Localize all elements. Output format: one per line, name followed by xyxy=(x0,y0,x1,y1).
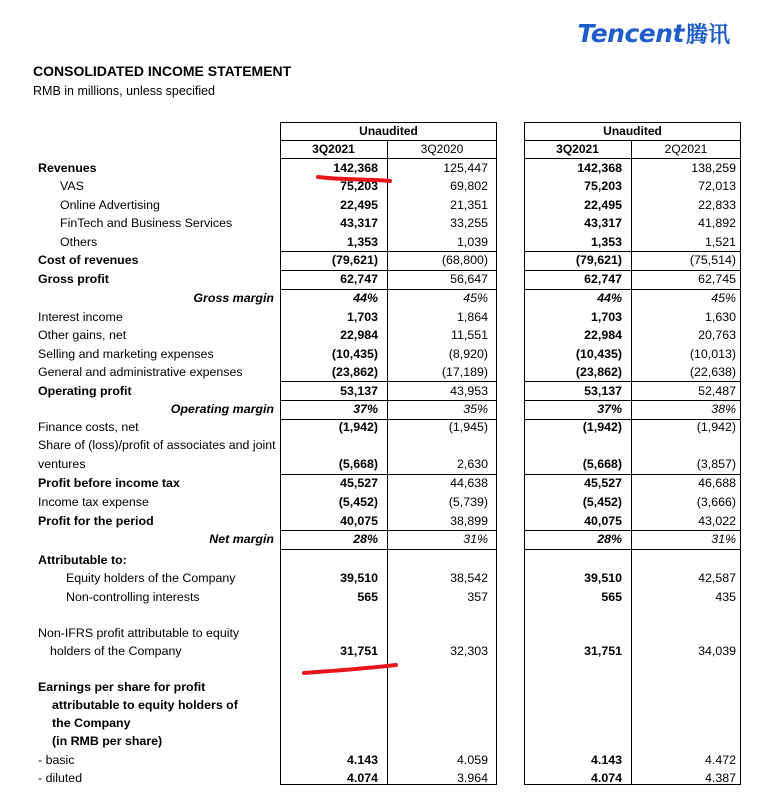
row-separator xyxy=(524,549,631,550)
table-cell: 40,075 xyxy=(340,514,378,528)
table-cell: 45,527 xyxy=(584,476,622,490)
page-title: CONSOLIDATED INCOME STATEMENT xyxy=(33,63,292,79)
table-cell: 72,013 xyxy=(698,179,736,193)
table-cell: 33,255 xyxy=(450,216,488,230)
row-separator xyxy=(524,400,631,401)
table-cell: 22,984 xyxy=(584,328,622,342)
table-cell: 357 xyxy=(467,590,488,604)
row-separator xyxy=(280,419,387,420)
row-separator xyxy=(524,419,631,420)
row-separator xyxy=(631,530,741,531)
table-cell: 43,317 xyxy=(584,216,622,230)
table-cell: 53,137 xyxy=(340,384,378,398)
table-cell: 565 xyxy=(357,590,378,604)
table-cell: (22,638) xyxy=(689,365,736,379)
row-label: - basic xyxy=(38,753,75,767)
table-cell: 69,802 xyxy=(450,179,488,193)
table-cell: (79,621) xyxy=(331,253,378,267)
row-label: Operating profit xyxy=(38,384,132,398)
table-cell: 2,630 xyxy=(456,457,488,471)
table-cell: 1,703 xyxy=(346,310,378,324)
row-label: Cost of revenues xyxy=(38,253,139,267)
row-separator xyxy=(387,530,497,531)
table-cell: 45% xyxy=(711,291,736,305)
row-label: Other gains, net xyxy=(38,328,127,342)
table-cell: 22,984 xyxy=(340,328,378,342)
table-cell: 38% xyxy=(711,402,736,416)
table-cell: 31,751 xyxy=(584,644,622,658)
row-label: Selling and marketing expenses xyxy=(38,347,214,361)
row-label: Income tax expense xyxy=(38,495,149,509)
row-label: Operating margin xyxy=(170,402,274,416)
table-cell: 45,527 xyxy=(340,476,378,490)
table-cell: 62,745 xyxy=(698,272,736,286)
table-cell: (5,668) xyxy=(338,457,378,471)
table-cell: 1,521 xyxy=(704,235,736,249)
table-cell: 53,137 xyxy=(584,384,622,398)
table-cell: 39,510 xyxy=(340,571,378,585)
table-cell: (10,435) xyxy=(331,347,378,361)
row-label: FinTech and Business Services xyxy=(60,216,233,230)
table-cell: 62,747 xyxy=(584,272,622,286)
page-subtitle: RMB in millions, unless specified xyxy=(33,84,216,98)
table-cell: (5,452) xyxy=(582,495,622,509)
row-label: (in RMB per share) xyxy=(52,734,163,748)
table-cell: (23,862) xyxy=(331,365,378,379)
row-label: Others xyxy=(60,235,98,249)
row-label: General and administrative expenses xyxy=(38,365,243,379)
row-separator xyxy=(387,270,497,271)
row-separator xyxy=(387,419,497,420)
table-cell: 22,833 xyxy=(698,198,736,212)
row-separator xyxy=(387,289,497,290)
table-cell: 40,075 xyxy=(584,514,622,528)
row-separator xyxy=(280,381,387,382)
table-cell: (1,942) xyxy=(338,420,378,434)
row-label: Revenues xyxy=(38,161,97,175)
table-cell: 4.472 xyxy=(704,753,736,767)
table-cell: (8,920) xyxy=(448,347,488,361)
table-cell: 565 xyxy=(601,590,622,604)
table-cell: 22,495 xyxy=(340,198,378,212)
row-separator xyxy=(280,289,387,290)
table-cell: (68,800) xyxy=(441,253,488,267)
column-header-prior: 2Q2021 xyxy=(664,142,708,156)
row-label: Non-IFRS profit attributable to equity xyxy=(38,626,240,640)
table-cell: 43,317 xyxy=(340,216,378,230)
table-cell: 1,353 xyxy=(590,235,622,249)
column-header-current: 3Q2021 xyxy=(556,142,599,156)
row-separator xyxy=(631,549,741,550)
table-cell: 45% xyxy=(463,291,488,305)
table-cell: 44% xyxy=(353,291,378,305)
table-cell: 28% xyxy=(353,532,378,546)
row-label: ventures xyxy=(38,457,86,471)
table-cell: 142,368 xyxy=(577,161,622,175)
table-cell: (5,668) xyxy=(582,457,622,471)
table-cell: 22,495 xyxy=(584,198,622,212)
table-cell: 35% xyxy=(463,402,488,416)
row-separator xyxy=(631,381,741,382)
row-label: Attributable to: xyxy=(38,553,127,567)
table-cell: 1,039 xyxy=(456,235,488,249)
table-cell: 138,259 xyxy=(691,161,736,175)
row-label: holders of the Company xyxy=(50,644,182,658)
row-label: Gross margin xyxy=(193,291,274,305)
table-cell: (5,452) xyxy=(338,495,378,509)
table-cell: (5,739) xyxy=(448,495,488,509)
table-cell: (1,945) xyxy=(448,420,488,434)
table-cell: 38,542 xyxy=(450,571,488,585)
row-label: Earnings per share for profit xyxy=(38,680,206,694)
table-cell: 4.143 xyxy=(346,753,378,767)
row-label: Equity holders of the Company xyxy=(66,571,236,585)
row-label: Profit for the period xyxy=(38,514,154,528)
row-separator xyxy=(631,251,741,252)
table-cell: 1,864 xyxy=(456,310,488,324)
table-cell: 34,039 xyxy=(698,644,736,658)
table-cell: 44% xyxy=(597,291,622,305)
row-separator xyxy=(387,251,497,252)
row-separator xyxy=(631,419,741,420)
row-separator xyxy=(631,270,741,271)
table-cell: 21,351 xyxy=(450,198,488,212)
row-separator xyxy=(631,474,741,475)
header-divider xyxy=(524,140,741,141)
table-cell: 31% xyxy=(463,532,488,546)
table-cell: 4.059 xyxy=(456,753,488,767)
row-separator xyxy=(524,474,631,475)
column-divider xyxy=(387,140,388,785)
row-separator xyxy=(280,251,387,252)
table-cell: 56,647 xyxy=(450,272,488,286)
table-cell: (1,942) xyxy=(696,420,736,434)
row-separator xyxy=(524,381,631,382)
row-separator xyxy=(387,381,497,382)
row-label: Finance costs, net xyxy=(38,420,139,434)
table-cell: 75,203 xyxy=(340,179,378,193)
table-cell: 1,353 xyxy=(346,235,378,249)
table-cell: (3,857) xyxy=(696,457,736,471)
table-cell: 37% xyxy=(353,402,378,416)
header-divider xyxy=(524,158,741,159)
row-label: VAS xyxy=(60,179,84,193)
header-divider xyxy=(280,158,497,159)
row-separator xyxy=(280,530,387,531)
row-label: Gross profit xyxy=(38,272,109,286)
row-separator xyxy=(280,474,387,475)
table-cell: 142,368 xyxy=(333,161,378,175)
table-cell: 435 xyxy=(715,590,736,604)
table-cell: 41,892 xyxy=(698,216,736,230)
table-cell: 32,303 xyxy=(450,644,488,658)
row-separator xyxy=(387,474,497,475)
row-label: Share of (loss)/profit of associates and joint xyxy=(38,438,276,452)
row-separator xyxy=(631,289,741,290)
table-cell: (79,621) xyxy=(575,253,622,267)
table-cell: 75,203 xyxy=(584,179,622,193)
column-header-current: 3Q2021 xyxy=(312,142,355,156)
table-cell: 52,487 xyxy=(698,384,736,398)
table-cell: (23,862) xyxy=(575,365,622,379)
table-cell: 1,630 xyxy=(704,310,736,324)
row-label: Interest income xyxy=(38,310,123,324)
row-separator xyxy=(280,270,387,271)
row-label: Net margin xyxy=(209,532,274,546)
tencent-logo xyxy=(577,18,730,49)
row-label: Non-controlling interests xyxy=(66,590,200,604)
row-label: Online Advertising xyxy=(60,198,160,212)
column-header-prior: 3Q2020 xyxy=(420,142,464,156)
table-cell: 1,703 xyxy=(590,310,622,324)
table-cell: 3.964 xyxy=(456,771,488,785)
table-cell: 62,747 xyxy=(340,272,378,286)
table-cell: (17,189) xyxy=(441,365,488,379)
table-cell: (3,666) xyxy=(696,495,736,509)
table-cell: 46,688 xyxy=(698,476,736,490)
table-cell: 44,638 xyxy=(450,476,488,490)
table-cell: 20,763 xyxy=(698,328,736,342)
table-cell: 31,751 xyxy=(340,644,378,658)
table-cell: 42,587 xyxy=(698,571,736,585)
logo-english: Tencent xyxy=(577,19,684,48)
row-separator xyxy=(524,251,631,252)
table-header-unaudited: Unaudited xyxy=(359,124,418,138)
row-separator xyxy=(524,289,631,290)
table-cell: (1,942) xyxy=(582,420,622,434)
row-label: - diluted xyxy=(38,771,83,785)
row-label: attributable to equity holders of xyxy=(52,698,238,712)
table-cell: 39,510 xyxy=(584,571,622,585)
table-cell: 31% xyxy=(711,532,736,546)
row-separator xyxy=(524,530,631,531)
row-separator xyxy=(524,270,631,271)
table-cell: 4.074 xyxy=(346,771,378,785)
row-separator xyxy=(387,549,497,550)
row-label: Profit before income tax xyxy=(38,476,180,490)
table-cell: 4.074 xyxy=(590,771,622,785)
table-cell: 38,899 xyxy=(450,514,488,528)
row-separator xyxy=(280,400,387,401)
table-cell: 43,953 xyxy=(450,384,488,398)
table-cell: 43,022 xyxy=(698,514,736,528)
table-cell: (10,013) xyxy=(689,347,736,361)
table-cell: (75,514) xyxy=(689,253,736,267)
row-label: the Company xyxy=(52,716,131,730)
header-divider xyxy=(280,140,497,141)
table-cell: 11,551 xyxy=(451,328,488,342)
table-cell: 125,447 xyxy=(443,161,488,175)
table-cell: 37% xyxy=(597,402,622,416)
column-divider xyxy=(631,140,632,785)
table-header-unaudited: Unaudited xyxy=(603,124,662,138)
table-cell: (10,435) xyxy=(575,347,622,361)
table-cell: 4.143 xyxy=(590,753,622,767)
row-separator xyxy=(387,400,497,401)
row-separator xyxy=(280,549,387,550)
row-separator xyxy=(631,400,741,401)
table-cell: 4.387 xyxy=(704,771,736,785)
table-cell: 28% xyxy=(597,532,622,546)
logo-chinese: 腾讯 xyxy=(685,23,730,48)
